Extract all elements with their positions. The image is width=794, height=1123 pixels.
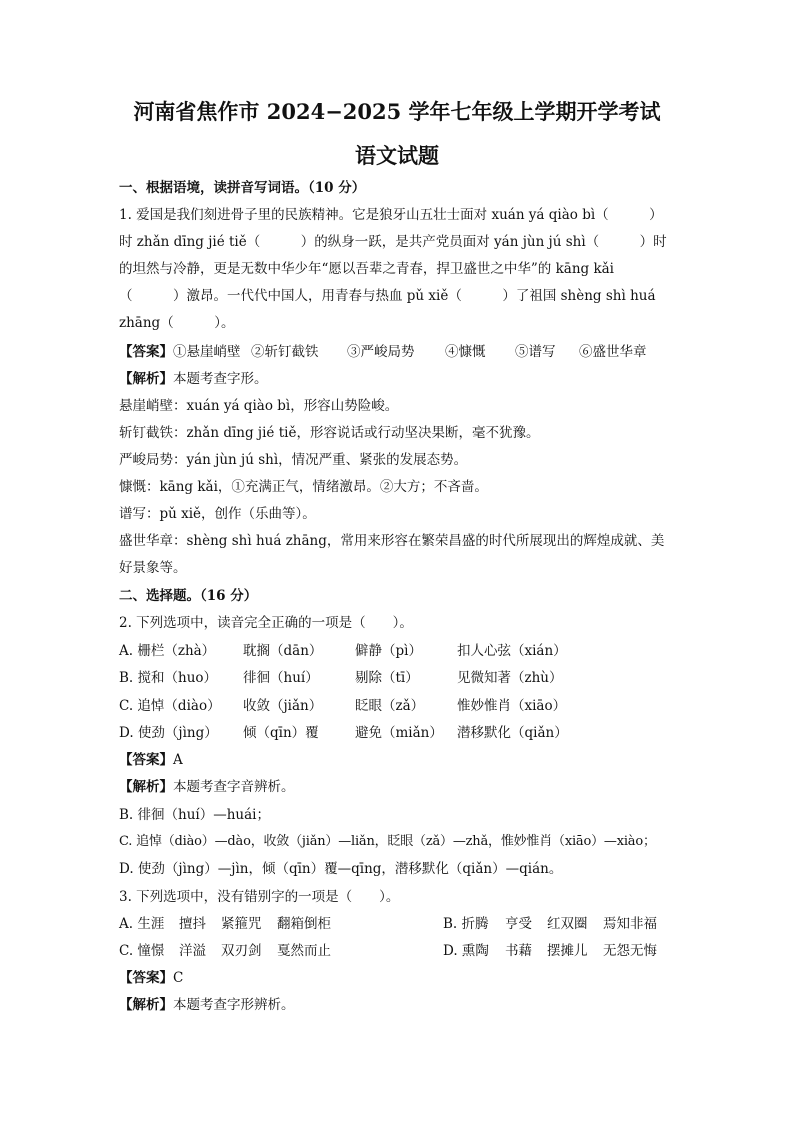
q1-answer-4: ④慷慨 — [445, 344, 486, 360]
q1-answer-2: ②斩钉截铁 — [251, 344, 319, 360]
q2-option-b-item-4: 见微知著（zhù） — [457, 670, 563, 686]
q1-answer-6: ⑥盛世华章 — [579, 344, 647, 360]
q3-option-d-word-3: 无怨无悔 — [603, 943, 657, 959]
q3-option-a-word-2: 紧箍咒 — [221, 916, 262, 932]
analysis-label: 【解析】 — [119, 371, 173, 387]
q3-option-d-word-2: 摆摊儿 — [547, 943, 588, 959]
q1-explanation-1: 悬崖峭壁：xuán yá qiào bì，形容山势险峻。 — [119, 398, 399, 414]
q1-analysis-line — [119, 369, 679, 389]
q3-option-c-word-3: 戛然而止 — [277, 943, 331, 959]
q3-option-c — [119, 941, 443, 961]
q3-option-a-word-1: 擅抖 — [179, 916, 206, 932]
answer-label: 【答案】 — [119, 970, 173, 986]
q2-option-a-item-3: 僻静（pì） — [355, 643, 422, 659]
section-1-heading: 一、根据语境，读拼音写词语。（10 分） — [119, 180, 366, 196]
q3-analysis-line — [119, 995, 679, 1015]
q3-option-d — [443, 941, 657, 961]
q2-option-c-item-1: C. 追悼（diào） — [119, 698, 221, 714]
q2-explanation-c: C. 追悼（diào）—dào，收敛（jiǎn）—liǎn，眨眼（zǎ）—zhǎ，惟妙惟肖（xiāo）—xiào； — [119, 834, 656, 849]
answer-label: 【答案】 — [119, 344, 173, 360]
q3-option-a — [119, 914, 443, 934]
q2-option-b-item-2: 徘徊（huí） — [243, 670, 319, 686]
q3-option-b-word-3: 焉知非福 — [603, 916, 657, 932]
q3-option-b-word-2: 红双圈 — [547, 916, 588, 932]
q3-answer: C — [173, 970, 184, 986]
q2-option-a-item-1: A. 栅栏（zhà） — [119, 643, 216, 659]
q2-explanation-b: B. 徘徊（huí）—huái； — [119, 807, 270, 823]
q1-explanation-6: 盛世华章：shèng shì huá zhāng，常用来形容在繁荣昌盛的时代所展现出的辉煌成就、美 — [119, 533, 665, 549]
q2-option-c-item-3: 眨眼（zǎ） — [355, 698, 425, 714]
q2-option-c — [119, 696, 679, 716]
q1-explanation-7: 好景象等。 — [119, 560, 187, 576]
analysis-label: 【解析】 — [119, 997, 173, 1013]
q2-option-c-item-2: 收敛（jiǎn） — [243, 698, 323, 714]
q1-answer-5: ⑤谱写 — [515, 344, 556, 360]
analysis-label: 【解析】 — [119, 779, 173, 795]
q1-text-line-4: （ ）激昂。一代代中国人，用青春与热血 pǔ xiě（ ）了祖国 shèng shì huá — [119, 288, 656, 304]
q1-answer-3: ③严峻局势 — [347, 344, 415, 360]
q3-option-a-label: A. 生涯 — [119, 916, 165, 932]
q2-option-a-item-2: 耽搁（dān） — [243, 643, 323, 659]
exam-subject-title: 语文试题 — [355, 143, 439, 168]
q2-option-d-item-4: 潜移默化（qiǎn） — [457, 725, 568, 741]
q2-answer-line — [119, 750, 679, 770]
q1-explanation-3: 严峻局势：yán jùn jú shì，情况严重、紧张的发展态势。 — [119, 452, 468, 468]
q2-option-b-item-1: B. 搅和（huo） — [119, 670, 218, 686]
q3-answer-line — [119, 968, 679, 988]
q2-option-d-item-3: 避免（miǎn） — [355, 725, 443, 741]
q2-option-d-item-1: D. 使劲（jìng） — [119, 725, 218, 741]
q2-option-d-item-2: 倾（qīn）覆 — [243, 725, 319, 741]
q1-answer-1: ①悬崖峭壁 — [173, 344, 241, 360]
q3-options-row-1 — [119, 914, 679, 934]
answer-label: 【答案】 — [119, 752, 173, 768]
q2-option-c-item-4: 惟妙惟肖（xiāo） — [457, 698, 567, 714]
q3-option-b — [443, 914, 657, 934]
q1-explanation-4: 慷慨：kāng kǎi，①充满正气，情绪激昂。②大方；不吝啬。 — [119, 479, 488, 495]
q3-option-b-label: B. 折腾 — [443, 916, 489, 932]
q2-option-b-item-3: 剔除（tī） — [355, 670, 419, 686]
q3-options-row-2 — [119, 941, 679, 961]
q1-explanation-5: 谱写：pǔ xiě，创作（乐曲等）。 — [119, 506, 316, 522]
q1-text-line-5: zhāng（ ）。 — [119, 315, 235, 331]
q3-option-a-word-3: 翻箱倒柜 — [277, 916, 331, 932]
q2-option-d — [119, 723, 679, 743]
q1-text-line-3: 的坦然与冷静，更是无数中华少年“愿以吾辈之青春，捍卫盛世之中华”的 kāng kǎi — [119, 261, 614, 277]
q1-analysis-intro: 本题考查字形。 — [173, 371, 268, 387]
q2-explanation-d: D. 使劲（jìng）—jìn，倾（qīn）覆—qīng，潜移默化（qiǎn）—qián。 — [119, 861, 563, 877]
q2-option-a-item-4: 扣人心弦（xián） — [457, 643, 567, 659]
q3-option-b-word-1: 亨受 — [505, 916, 532, 932]
section-2-heading: 二、选择题。（16 分） — [119, 588, 258, 604]
q1-answer-line — [119, 342, 679, 362]
q2-analysis-line — [119, 777, 679, 797]
q2-stem: 2. 下列选项中，读音完全正确的一项是（ ）。 — [119, 615, 413, 631]
q3-option-d-label: D. 熏陶 — [443, 943, 489, 959]
q3-stem: 3. 下列选项中，没有错别字的一项是（ ）。 — [119, 889, 400, 905]
exam-title: 河南省焦作市 2024−2025 学年七年级上学期开学考试 — [133, 99, 661, 124]
q2-answer: A — [173, 752, 183, 768]
q2-option-a — [119, 641, 679, 661]
q3-option-c-word-1: 洋溢 — [179, 943, 206, 959]
q1-text-line-2: 时 zhǎn dīng jié tiě（ ）的纵身一跃，是共产党员面对 yán jùn jú shì（ ）时 — [119, 234, 667, 250]
q1-text-line-1: 1. 爱国是我们刻进骨子里的民族精神。它是狼牙山五壮士面对 xuán yá qiào bì（ ） — [119, 207, 663, 223]
q1-explanation-2: 斩钉截铁：zhǎn dīng jié tiě，形容说话或行动坚决果断，毫不犹豫。 — [119, 425, 540, 441]
q3-option-c-word-2: 双刃剑 — [221, 943, 262, 959]
q2-analysis-intro: 本题考查字音辨析。 — [173, 779, 295, 795]
q2-option-b — [119, 668, 679, 688]
q3-analysis-intro: 本题考查字形辨析。 — [173, 997, 295, 1013]
q3-option-d-word-1: 书藉 — [505, 943, 532, 959]
q3-option-c-label: C. 憧憬 — [119, 943, 165, 959]
